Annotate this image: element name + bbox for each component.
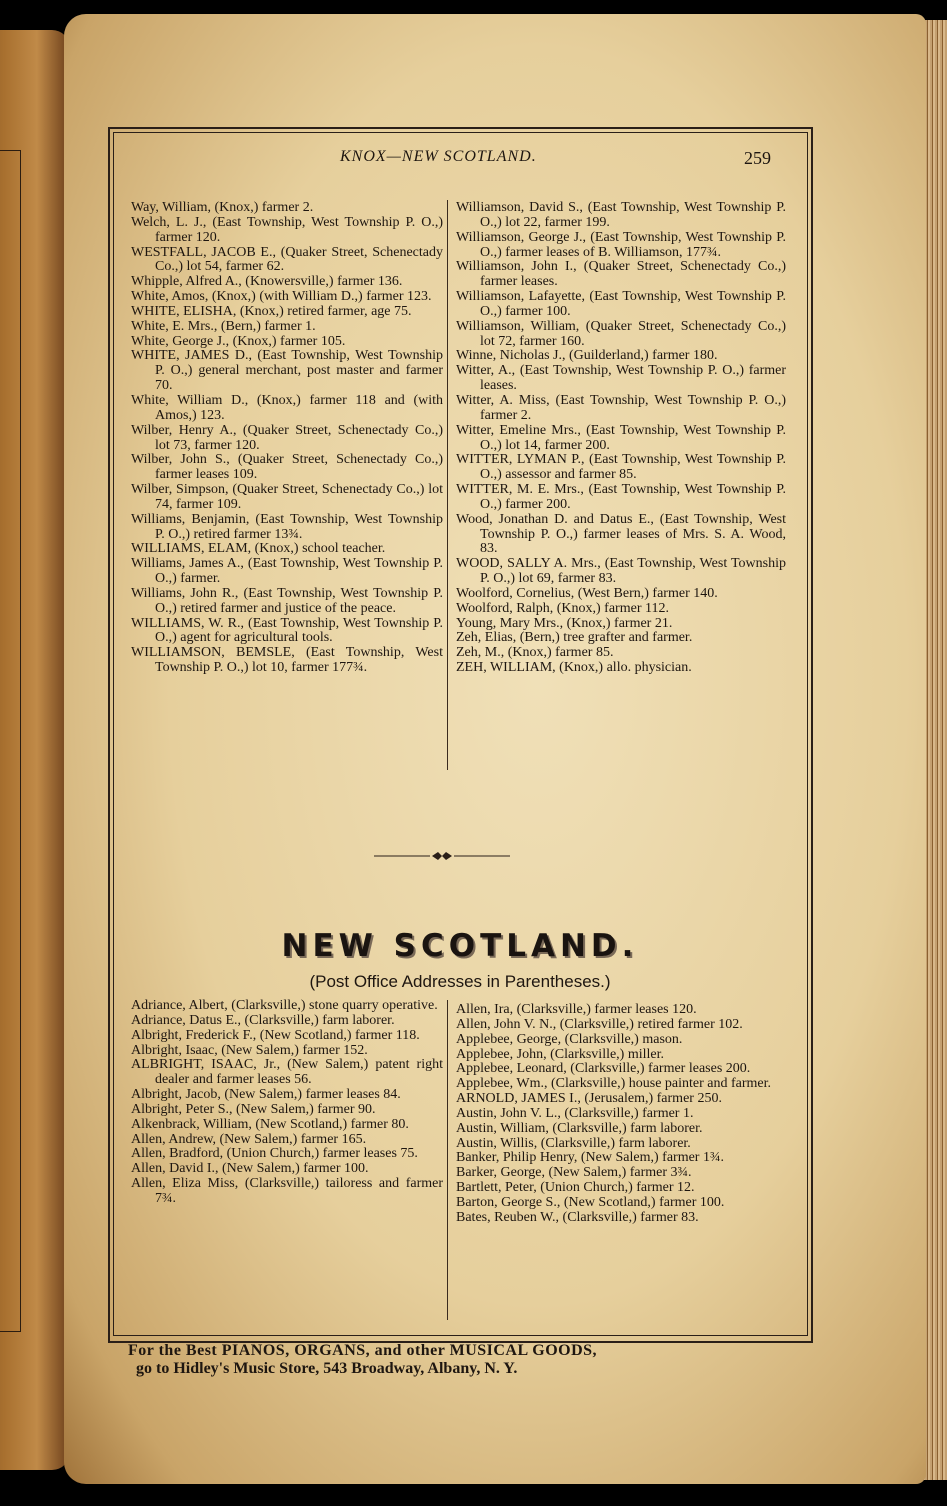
directory-entry: Williamson, John I., (Quaker Street, Schenectady Co.,) farmer leases. (456, 259, 786, 290)
directory-entry: ALBRIGHT, ISAAC, Jr., (New Salem,) patent right dealer and farmer leases 56. (131, 1057, 443, 1088)
directory-entry: ZEH, WILLIAM, (Knox,) allo. physician. (456, 660, 692, 676)
directory-entry: ARNOLD, JAMES I., (Jerusalem,) farmer 250. (456, 1091, 722, 1107)
directory-entry: Albright, Isaac, (New Salem,) farmer 152. (131, 1042, 368, 1058)
directory-entry: Allen, Ira, (Clarksville,) farmer leases 120. (456, 1002, 697, 1017)
new-scotland-column-right (456, 1003, 786, 1226)
directory-entry: Williamson, William, (Quaker Street, Schenectady Co.,) lot 72, farmer 160. (456, 318, 786, 349)
directory-entry: Allen, Andrew, (New Salem,) farmer 165. (131, 1131, 367, 1147)
directory-entry: Albright, Peter S., (New Salem,) farmer 90. (131, 1101, 376, 1117)
directory-entry: Bates, Reuben W., (Clarksville,) farmer 83. (456, 1209, 699, 1225)
directory-entry: Zeh, Elias, (Bern,) tree grafter and farmer. (456, 630, 693, 646)
directory-entry: Austin, John V. L., (Clarksville,) farmer 1. (456, 1105, 694, 1121)
directory-entry: Welch, L. J., (East Township, West Township P. O.,) farmer 120. (131, 214, 443, 245)
directory-entry: Applebee, George, (Clarksville,) mason. (456, 1031, 683, 1047)
directory-entry: Barker, George, (New Salem,) farmer 3¾. (456, 1165, 692, 1181)
section-divider-ornament (374, 849, 510, 863)
knox-column-left (131, 201, 443, 676)
advertisement-line: For the Best PIANOS, ORGANS, and other MUSICAL GOODS, (128, 1342, 598, 1359)
directory-entry: Austin, William, (Clarksville,) farm laborer. (456, 1120, 703, 1136)
directory-entry: Bartlett, Peter, (Union Church,) farmer 12. (456, 1180, 695, 1196)
directory-entry: Allen, Eliza Miss, (Clarksville,) tailoress and farmer 7¾. (131, 1176, 443, 1206)
directory-entry: Witter, A. Miss, (East Township, West Township P. O.,) farmer 2. (456, 392, 786, 423)
directory-entry: Applebee, Leonard, (Clarksville,) farmer leases 200. (456, 1061, 751, 1077)
directory-entry: Witter, A., (East Township, West Township P. O.,) farmer leases. (456, 363, 786, 394)
directory-entry: Williams, Benjamin, (East Township, West Township P. O.,) retired farmer 13¾. (131, 511, 443, 542)
directory-entry: Way, William, (Knox,) farmer 2. (131, 200, 314, 215)
directory-entry: Williamson, David S., (East Township, West Township P. O.,) lot 22, farmer 199. (456, 200, 786, 230)
knox-column-right (456, 201, 786, 676)
directory-entry: WITTER, LYMAN P., (East Township, West Township P. O.,) assessor and farmer 85. (456, 452, 786, 483)
left-page-edge (0, 30, 70, 1470)
directory-entry: Winne, Nicholas J., (Guilderland,) farmer 180. (456, 348, 718, 364)
directory-entry: Banker, Philip Henry, (New Salem,) farmer 1¾. (456, 1150, 724, 1166)
directory-entry: Applebee, John, (Clarksville,) miller. (456, 1046, 665, 1062)
directory-entry: WHITE, ELISHA, (Knox,) retired farmer, age 75. (131, 303, 412, 319)
directory-entry: WOOD, SALLY A. Mrs., (East Township, West Township P. O.,) lot 69, farmer 83. (456, 556, 786, 587)
directory-entry: WHITE, JAMES D., (East Township, West Township P. O.,) general merchant, post master and farmer 70. (131, 348, 443, 394)
directory-entry: Albright, Jacob, (New Salem,) farmer leases 84. (131, 1087, 401, 1103)
directory-entry: Adriance, Albert, (Clarksville,) stone quarry operative. (131, 998, 438, 1013)
directory-entry: Whipple, Alfred A., (Knowersville,) farmer 136. (131, 274, 403, 290)
directory-entry: Wilber, Henry A., (Quaker Street, Schenectady Co.,) lot 73, farmer 120. (131, 422, 443, 453)
directory-entry: Albright, Frederick F., (New Scotland,) farmer 118. (131, 1027, 420, 1043)
column-rule (447, 200, 448, 770)
directory-entry: Williams, James A., (East Township, West Township P. O.,) farmer. (131, 556, 443, 587)
directory-entry: Applebee, Wm., (Clarksville,) house painter and farmer. (456, 1076, 772, 1092)
directory-entry: Wilber, John S., (Quaker Street, Schenectady Co.,) farmer leases 109. (131, 452, 443, 483)
directory-entry: Woolford, Ralph, (Knox,) farmer 112. (456, 600, 669, 616)
directory-entry: Williamson, Lafayette, (East Township, West Township P. O.,) farmer 100. (456, 289, 786, 319)
directory-entry: WILLIAMSON, BEMSLE, (East Township, West Township P. O.,) lot 10, farmer 177¾. (131, 645, 443, 676)
directory-entry: WILLIAMS, ELAM, (Knox,) school teacher. (131, 541, 386, 557)
advertisement-footer (128, 1342, 808, 1378)
directory-entry: WITTER, M. E. Mrs., (East Township, West Township P. O.,) farmer 200. (456, 482, 786, 512)
left-page-border (0, 150, 21, 1332)
directory-entry: White, George J., (Knox,) farmer 105. (131, 333, 346, 349)
directory-entry: White, E. Mrs., (Bern,) farmer 1. (131, 318, 316, 334)
directory-entry: Barton, George S., (New Scotland,) farmer 100. (456, 1194, 725, 1210)
directory-entry: Allen, John V. N., (Clarksville,) retired farmer 102. (456, 1016, 743, 1032)
directory-entry: Witter, Emeline Mrs., (East Township, West Township P. O.,) lot 14, farmer 200. (456, 422, 786, 453)
page-number: 259 (744, 148, 771, 168)
directory-entry: Alkenbrack, William, (New Scotland,) farmer 80. (131, 1116, 409, 1132)
running-head-title: KNOX—NEW SCOTLAND. (340, 148, 537, 165)
directory-entry: Austin, Willis, (Clarksville,) farm laborer. (456, 1135, 691, 1151)
directory-entry: White, William D., (Knox,) farmer 118 and (with Amos,) 123. (131, 392, 443, 423)
directory-entry: Woolford, Cornelius, (West Bern,) farmer 140. (456, 585, 718, 601)
directory-entry: White, Amos, (Knox,) (with William D.,) farmer 123. (131, 289, 432, 305)
directory-entry: Young, Mary Mrs., (Knox,) farmer 21. (456, 615, 673, 631)
directory-entry: Wood, Jonathan D. and Datus E., (East Township, West Township P. O.,) farmer leases of Mrs. S. A. Wood, 83. (456, 511, 786, 557)
new-scotland-column-left (131, 999, 443, 1207)
directory-entry: Allen, Bradford, (Union Church,) farmer leases 75. (131, 1146, 418, 1162)
column-rule (447, 1000, 448, 1320)
section-subtitle: (Post Office Addresses in Parentheses.) (309, 972, 611, 991)
section-title: NEW SCOTLAND. (281, 928, 639, 964)
directory-entry: Wilber, Simpson, (Quaker Street, Schenectady Co.,) lot 74, farmer 109. (131, 482, 443, 512)
directory-entry: WESTFALL, JACOB E., (Quaker Street, Schenectady Co.,) lot 54, farmer 62. (131, 244, 443, 275)
directory-entry: WILLIAMS, W. R., (East Township, West Township P. O.,) agent for agricultural tools. (131, 615, 443, 646)
directory-entry: Allen, David I., (New Salem,) farmer 100. (131, 1161, 369, 1177)
advertisement-line: go to Hidley's Music Store, 543 Broadway, Albany, N. Y. (136, 1360, 518, 1377)
directory-entry: Williamson, George J., (East Township, West Township P. O.,) farmer leases of B. Williamson, 177¾. (456, 229, 786, 260)
directory-entry: Williams, John R., (East Township, West Township P. O.,) retired farmer and justice of the peace. (131, 585, 443, 616)
directory-entry: Zeh, M., (Knox,) farmer 85. (456, 645, 614, 661)
directory-entry: Adriance, Datus E., (Clarksville,) farm laborer. (131, 1012, 395, 1028)
